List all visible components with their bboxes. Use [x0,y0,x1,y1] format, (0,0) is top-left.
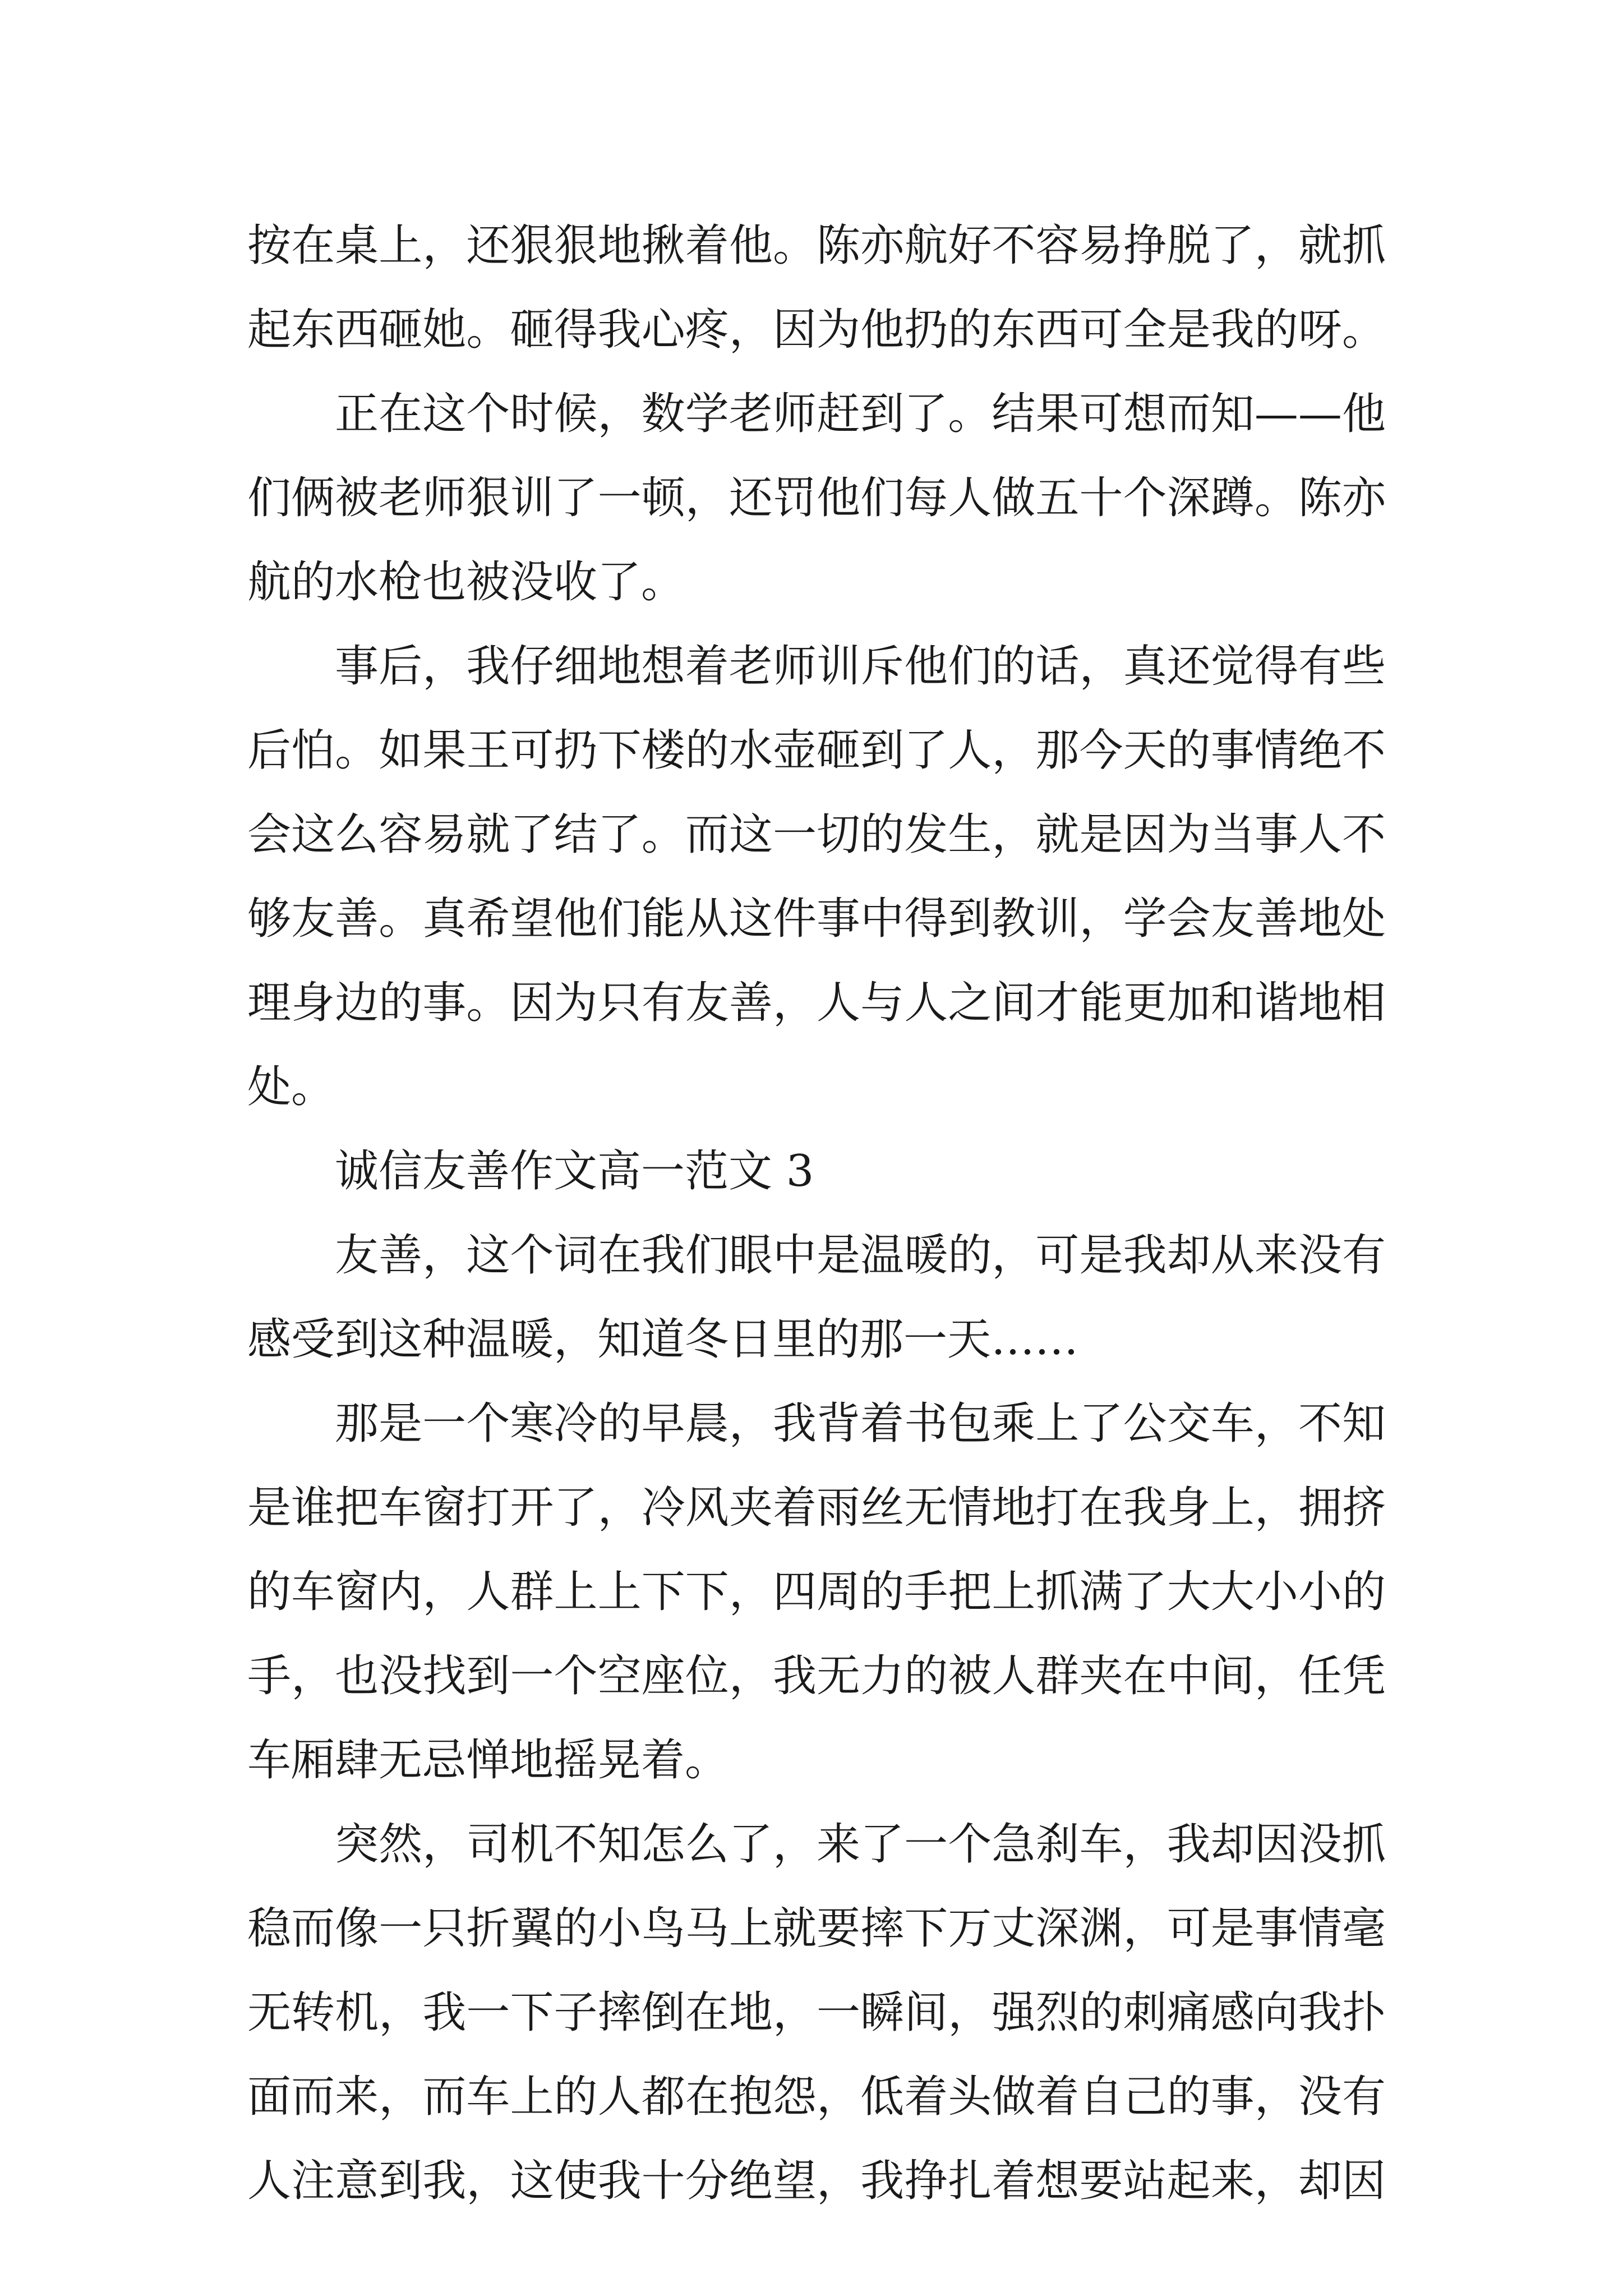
text-line: 手，也没找到一个空座位，我无力的被人群夹在中间，任凭 [247,1651,1386,1701]
text-line: 是谁把车窗打开了，冷风夹着雨丝无情地打在我身上，拥挤 [247,1483,1386,1533]
text-line: 稳而像一只折翼的小鸟马上就要摔下万丈深渊，可是事情毫 [247,1903,1386,1954]
text-line: 友善，这个词在我们眼中是温暖的，可是我却从来没有 [335,1230,1386,1281]
text-line: 后怕。如果王可扔下楼的水壶砸到了人，那今天的事情绝不 [247,725,1386,776]
text-line: 感受到这种温暖，知道冬日里的那一天…… [247,1314,1079,1365]
text-line: 的车窗内，人群上上下下，四周的手把上抓满了大大小小的 [247,1567,1386,1617]
text-line: 处。 [247,1062,335,1112]
text-line: 够友善。真希望他们能从这件事中得到教训，学会友善地处 [247,894,1386,944]
body-text [247,204,1386,2223]
text-line: 正在这个时候，数学老师赶到了。结果可想而知——他 [335,389,1386,439]
text-line: 们俩被老师狠训了一顿，还罚他们每人做五十个深蹲。陈亦 [247,473,1386,523]
text-line: 诚信友善作文高一范文 3 [335,1146,814,1197]
text-line: 那是一个寒冷的早晨，我背着书包乘上了公交车，不知 [335,1398,1386,1449]
text-line: 按在桌上，还狠狠地揪着他。陈亦航好不容易挣脱了，就抓 [247,220,1386,271]
text-line: 事后，我仔细地想着老师训斥他们的话，真还觉得有些 [335,641,1386,692]
text-line: 面而来，而车上的人都在抱怨，低着头做着自己的事，没有 [247,2072,1386,2122]
text-line: 会这么容易就了结了。而这一切的发生，就是因为当事人不 [247,809,1386,860]
text-line: 人注意到我，这使我十分绝望，我挣扎着想要站起来，却因 [247,2156,1386,2206]
text-line: 无转机，我一下子摔倒在地，一瞬间，强烈的刺痛感向我扑 [247,1987,1386,2038]
text-line: 车厢肆无忌惮地摇晃着。 [247,1735,729,1786]
text-line: 航的水枪也被没收了。 [247,557,685,608]
text-line: 起东西砸她。砸得我心疼，因为他扔的东西可全是我的呀。 [247,305,1386,355]
text-line: 理身边的事。因为只有友善，人与人之间才能更加和谐地相 [247,978,1386,1028]
text-line: 突然，司机不知怎么了，来了一个急刹车，我却因没抓 [335,1819,1386,1870]
